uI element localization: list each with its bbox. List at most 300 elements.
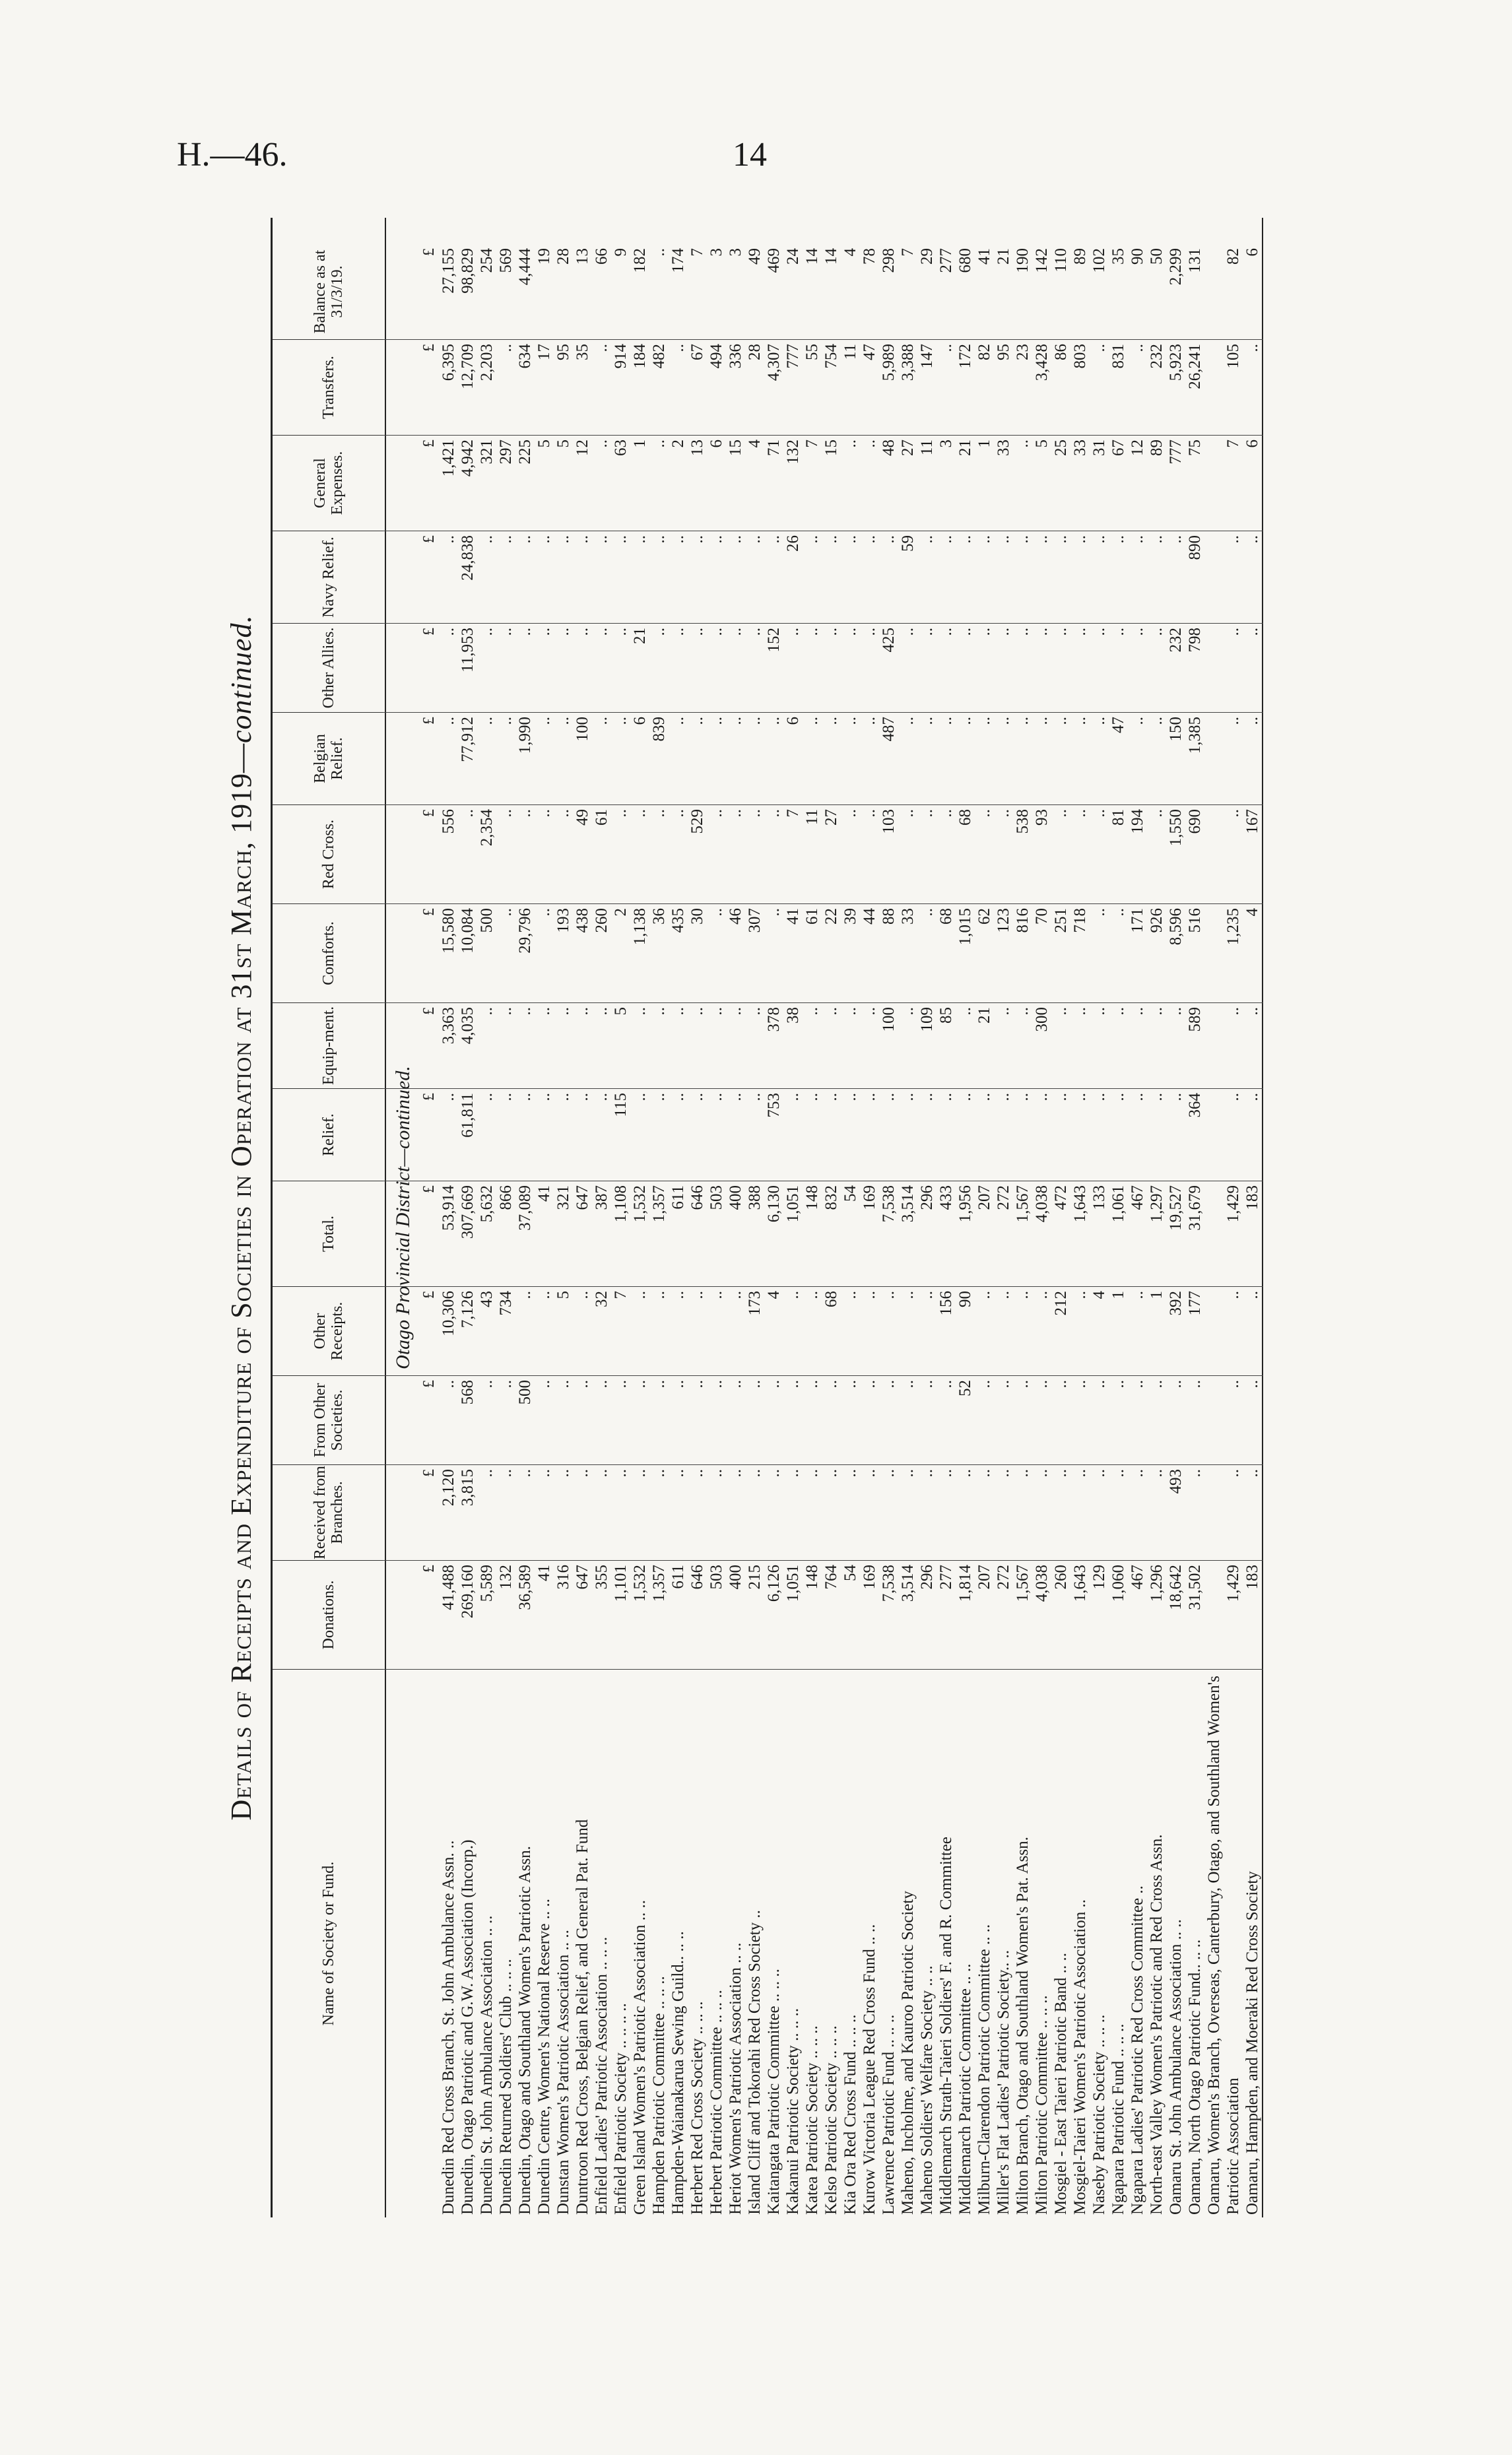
cell-general-expenses: 321 [478, 440, 496, 465]
cell-balance: 66 [593, 248, 610, 265]
cell-balance: 89 [1071, 248, 1089, 265]
header-red-cross: Red Cross. [273, 805, 385, 904]
cell-total: 388 [746, 1185, 764, 1210]
cell-balance: 82 [1224, 248, 1242, 265]
cell-belgian-relief: .. [1071, 717, 1089, 725]
cell-comforts: 718 [1071, 908, 1089, 933]
cell-from-branches: .. [956, 1469, 974, 1478]
table-row [630, 218, 649, 2217]
column-rule [383, 903, 1263, 904]
cell-red-cross: 7 [784, 809, 802, 818]
column-rule [383, 712, 1263, 713]
table-row [458, 218, 477, 2217]
cell-other-allies: .. [535, 628, 553, 636]
cell-comforts: 10,084 [459, 908, 477, 954]
table-row [1032, 218, 1051, 2217]
cell-navy-relief: .. [803, 535, 821, 544]
cell-red-cross: 61 [593, 809, 610, 826]
cell-balance: 680 [956, 248, 974, 273]
cell-balance: 14 [803, 248, 821, 265]
cell-relief: .. [1052, 1093, 1070, 1101]
cell-comforts: .. [918, 908, 936, 917]
cell-other-allies: .. [593, 628, 610, 636]
table-row [1166, 218, 1185, 2217]
cell-belgian-relief: 47 [1109, 717, 1127, 733]
cell-transfers: 232 [1148, 344, 1166, 369]
cell-balance: 90 [1129, 248, 1146, 265]
cell-red-cross: .. [918, 809, 936, 818]
cell-from-branches: .. [841, 1469, 859, 1478]
cell-equipment: 589 [1186, 1007, 1204, 1032]
cell-belgian-relief: .. [440, 717, 457, 725]
table-row [994, 218, 1013, 2217]
cell-from-branches: .. [612, 1469, 630, 1478]
society-name: Herbert Red Cross Society .. .. .. [688, 2001, 706, 2215]
cell-navy-relief: .. [1033, 535, 1051, 544]
cell-comforts: 61 [803, 908, 821, 925]
cell-other-allies: .. [1148, 628, 1166, 636]
cell-relief: .. [1224, 1093, 1242, 1101]
cell-other-receipts: 68 [822, 1291, 840, 1307]
cell-other-allies: .. [497, 628, 515, 636]
cell-comforts: 193 [554, 908, 572, 933]
society-name: Mosgiel - East Taieri Patriotic Band .. .. [1052, 1952, 1070, 2215]
cell-equipment: .. [995, 1007, 1012, 1016]
cell-general-expenses: 89 [1148, 440, 1166, 456]
cell-general-expenses: .. [650, 440, 668, 448]
cell-red-cross: .. [669, 809, 687, 818]
cell-donations: 4,038 [1033, 1565, 1051, 1602]
cell-equipment: .. [899, 1007, 917, 1016]
cell-from-other-societies: .. [784, 1380, 802, 1389]
cell-from-branches: .. [1186, 1469, 1204, 1478]
cell-equipment: .. [822, 1007, 840, 1016]
society-name: Oamaru, North Otago Patriotic Fund.. .. .. [1186, 1939, 1204, 2215]
cell-donations: 148 [803, 1565, 821, 1590]
table-row [477, 218, 496, 2217]
cell-navy-relief: .. [1052, 535, 1070, 544]
table-row [1243, 218, 1262, 2217]
cell-total: 6,130 [765, 1185, 783, 1223]
cell-red-cross: 2,354 [478, 809, 496, 847]
society-name: Lawrence Patriotic Fund .. .. .. [880, 2014, 898, 2215]
cell-from-other-societies: .. [1243, 1380, 1261, 1389]
cell-donations: 41 [535, 1565, 553, 1581]
society-name: Dunstan Women's Patriotic Association .. .. [554, 1930, 572, 2215]
table-row [1147, 218, 1166, 2217]
section-heading [386, 218, 420, 2217]
cell-navy-relief: 59 [899, 535, 917, 552]
cell-from-other-societies: .. [1148, 1380, 1166, 1389]
table-body [439, 218, 1262, 2217]
cell-navy-relief: .. [574, 535, 591, 544]
cell-equipment: .. [746, 1007, 764, 1016]
cell-from-other-societies: .. [1052, 1380, 1070, 1389]
cell-donations: 5,589 [478, 1565, 496, 1602]
cell-other-receipts: 734 [497, 1291, 515, 1316]
cell-comforts: .. [497, 908, 515, 917]
column-rule [383, 1375, 1263, 1376]
cell-red-cross: .. [1224, 809, 1242, 818]
cell-total: 7,538 [880, 1185, 898, 1223]
cell-equipment: .. [1167, 1007, 1185, 1016]
cell-from-branches: .. [593, 1469, 610, 1478]
cell-balance: 28 [554, 248, 572, 265]
cell-from-branches: .. [822, 1469, 840, 1478]
cell-other-receipts: 177 [1186, 1291, 1204, 1316]
cell-other-receipts: .. [861, 1291, 878, 1299]
cell-donations: 36,589 [516, 1565, 534, 1610]
cell-relief: .. [1129, 1093, 1146, 1101]
table-row [822, 218, 841, 2217]
cell-navy-relief: .. [861, 535, 878, 544]
cell-belgian-relief: .. [1090, 717, 1108, 725]
society-name: Milburn-Clarendon Patriotic Committee .. .. [975, 1924, 993, 2215]
cell-belgian-relief: 150 [1167, 717, 1185, 742]
cell-relief: .. [1014, 1093, 1032, 1101]
cell-total: 321 [554, 1185, 572, 1210]
cell-balance: 98,829 [459, 248, 477, 294]
society-name: Kelso Patriotic Society .. .. .. [822, 2025, 840, 2215]
cell-from-branches: .. [803, 1469, 821, 1478]
cell-other-allies: .. [1071, 628, 1089, 636]
cell-general-expenses: 27 [899, 440, 917, 456]
cell-other-allies: 232 [1167, 628, 1185, 653]
cell-belgian-relief: .. [1033, 717, 1051, 725]
cell-transfers: 5,989 [880, 344, 898, 381]
cell-belgian-relief: .. [995, 717, 1012, 725]
cell-navy-relief: .. [1129, 535, 1146, 544]
cell-from-other-societies: .. [995, 1380, 1012, 1389]
cell-navy-relief: .. [841, 535, 859, 544]
cell-from-other-societies: .. [822, 1380, 840, 1389]
cell-equipment: 100 [880, 1007, 898, 1032]
header-equipment: Equip-ment. [273, 1003, 385, 1089]
cell-donations: 1,101 [612, 1565, 630, 1602]
cell-from-branches: .. [1033, 1469, 1051, 1478]
cell-belgian-relief: .. [918, 717, 936, 725]
cell-belgian-relief: .. [746, 717, 764, 725]
cell-transfers: 26,241 [1186, 344, 1204, 389]
cell-from-branches: .. [574, 1469, 591, 1478]
cell-balance: 102 [1090, 248, 1108, 273]
cell-comforts: 39 [841, 908, 859, 925]
cell-total: 133 [1090, 1185, 1108, 1210]
column-rule [383, 1088, 1263, 1089]
cell-belgian-relief: .. [1129, 717, 1146, 725]
cell-transfers: 634 [516, 344, 534, 369]
header-donations: Donations. [273, 1561, 385, 1670]
cell-transfers: 914 [612, 344, 630, 369]
cell-balance: 131 [1186, 248, 1204, 273]
cell-other-allies: .. [918, 628, 936, 636]
society-name: Dunedin Red Cross Branch, St. John Ambulance Assn. .. [440, 1840, 457, 2215]
cell-balance: 469 [765, 248, 783, 273]
cell-belgian-relief: .. [707, 717, 725, 725]
cell-total: 31,679 [1186, 1185, 1204, 1231]
cell-relief: .. [822, 1093, 840, 1101]
cell-balance: 298 [880, 248, 898, 273]
cell-navy-relief: .. [497, 535, 515, 544]
society-name: Kakanui Patriotic Society .. .. .. [784, 2008, 802, 2215]
cell-other-allies: 798 [1186, 628, 1204, 653]
table-row [439, 218, 458, 2217]
cell-from-other-societies: .. [669, 1380, 687, 1389]
cell-belgian-relief: .. [727, 717, 744, 725]
table-row [975, 218, 994, 2217]
cell-total: 467 [1129, 1185, 1146, 1210]
cell-relief: .. [956, 1093, 974, 1101]
cell-red-cross: 93 [1033, 809, 1051, 826]
cell-total: 1,567 [1014, 1185, 1032, 1223]
cell-other-receipts: 7 [612, 1291, 630, 1299]
cell-transfers: 47 [861, 344, 878, 360]
cell-other-allies: .. [746, 628, 764, 636]
cell-red-cross: .. [707, 809, 725, 818]
cell-total: 307,669 [459, 1185, 477, 1239]
cell-relief: .. [574, 1093, 591, 1101]
cell-total: 169 [861, 1185, 878, 1210]
cell-equipment: .. [535, 1007, 553, 1016]
cell-belgian-relief: 487 [880, 717, 898, 742]
cell-comforts: 68 [937, 908, 955, 925]
cell-navy-relief: .. [1224, 535, 1242, 544]
cell-transfers: 28 [746, 344, 764, 360]
cell-navy-relief: 26 [784, 535, 802, 552]
cell-comforts: 70 [1033, 908, 1051, 925]
cell-from-branches: .. [880, 1469, 898, 1478]
society-name: Duntroon Red Cross, Belgian Relief, and General Pat. Fund [574, 1819, 591, 2215]
cell-belgian-relief: .. [497, 717, 515, 725]
society-name: Enfield Ladies' Patriotic Association .. .. .. [593, 1936, 610, 2215]
cell-red-cross: 27 [822, 809, 840, 826]
cell-total: 400 [727, 1185, 744, 1210]
cell-other-allies: .. [841, 628, 859, 636]
header-from-other-societies: From Other Societies. [273, 1376, 385, 1465]
cell-relief: .. [784, 1093, 802, 1101]
society-name: Enfield Patriotic Society .. .. .. .. [612, 2003, 630, 2215]
cell-total: 832 [822, 1185, 840, 1210]
table-row [535, 218, 554, 2217]
cell-red-cross: 538 [1014, 809, 1032, 834]
cell-relief: .. [1033, 1093, 1051, 1101]
cell-from-branches: .. [631, 1469, 649, 1478]
cell-equipment: .. [650, 1007, 668, 1016]
cell-equipment: .. [841, 1007, 859, 1016]
cell-from-other-societies: 500 [516, 1380, 534, 1405]
cell-transfers: 3,388 [899, 344, 917, 381]
cell-other-receipts: .. [1243, 1291, 1261, 1299]
cell-comforts: 4 [1243, 908, 1261, 917]
column-rule [383, 1560, 1263, 1561]
cell-belgian-relief: .. [612, 717, 630, 725]
cell-donations: 215 [746, 1565, 764, 1590]
cell-relief: .. [1071, 1093, 1089, 1101]
cell-relief: .. [554, 1093, 572, 1101]
cell-donations: 764 [822, 1565, 840, 1590]
cell-donations: 207 [975, 1565, 993, 1590]
cell-total: 646 [688, 1185, 706, 1210]
column-rule [383, 435, 1263, 436]
cell-other-receipts: .. [1014, 1291, 1032, 1299]
cell-transfers: 494 [707, 344, 725, 369]
cell-other-receipts: 5 [554, 1291, 572, 1299]
cell-relief: .. [746, 1093, 764, 1101]
society-name: Milton Patriotic Committee .. .. .. [1033, 1995, 1051, 2215]
cell-transfers: 105 [1224, 344, 1242, 369]
cell-other-receipts: 4 [1090, 1291, 1108, 1299]
cell-balance: 19 [535, 248, 553, 265]
cell-from-branches: .. [784, 1469, 802, 1478]
currency-symbol: £ [420, 717, 438, 725]
cell-transfers: 336 [727, 344, 744, 369]
cell-from-branches: .. [861, 1469, 878, 1478]
cell-donations: 54 [841, 1565, 859, 1581]
cell-from-branches: 3,815 [459, 1469, 477, 1507]
society-name: Heriot Women's Patriotic Association .. .. [727, 1942, 744, 2215]
society-name: Hampden Patriotic Committee .. .. .. [650, 1976, 668, 2215]
cell-other-receipts: .. [727, 1291, 744, 1299]
cell-equipment: 109 [918, 1007, 936, 1032]
cell-other-allies: .. [478, 628, 496, 636]
cell-balance: 7 [899, 248, 917, 257]
cell-comforts: 307 [746, 908, 764, 933]
cell-red-cross: .. [516, 809, 534, 818]
cell-comforts: 62 [975, 908, 993, 925]
cell-belgian-relief: .. [822, 717, 840, 725]
cell-from-branches: .. [535, 1469, 553, 1478]
cell-general-expenses: 13 [688, 440, 706, 456]
cell-from-other-societies: .. [1167, 1380, 1185, 1389]
currency-symbol: £ [420, 908, 438, 916]
cell-general-expenses: 48 [880, 440, 898, 456]
table-row [841, 218, 860, 2217]
cell-balance: 78 [861, 248, 878, 265]
cell-balance: 3 [707, 248, 725, 257]
cell-general-expenses: 5 [554, 440, 572, 448]
cell-other-receipts: .. [1129, 1291, 1146, 1299]
cell-from-other-societies: .. [746, 1380, 764, 1389]
cell-comforts: 438 [574, 908, 591, 933]
cell-navy-relief: .. [1071, 535, 1089, 544]
cell-other-receipts: .. [1224, 1291, 1242, 1299]
cell-donations: 467 [1129, 1565, 1146, 1590]
cell-total: 647 [574, 1185, 591, 1210]
cell-total: 503 [707, 1185, 725, 1210]
cell-equipment: .. [478, 1007, 496, 1016]
cell-total: 1,108 [612, 1185, 630, 1223]
cell-transfers: .. [1129, 344, 1146, 352]
cell-navy-relief: .. [1243, 535, 1261, 544]
cell-from-other-societies: .. [1033, 1380, 1051, 1389]
cell-from-other-societies: 568 [459, 1380, 477, 1405]
cell-red-cross: 11 [803, 809, 821, 826]
cell-other-allies: .. [612, 628, 630, 636]
cell-balance: 7 [688, 248, 706, 257]
cell-total: 1,532 [631, 1185, 649, 1223]
cell-navy-relief: .. [746, 535, 764, 544]
cell-total: 207 [975, 1185, 993, 1210]
cell-from-branches: 2,120 [440, 1469, 457, 1507]
table-title [224, 218, 258, 2217]
cell-equipment: .. [593, 1007, 610, 1016]
cell-relief: .. [593, 1093, 610, 1101]
cell-transfers: .. [1090, 344, 1108, 352]
cell-other-allies: .. [975, 628, 993, 636]
cell-general-expenses: 11 [918, 440, 936, 456]
cell-red-cross: .. [535, 809, 553, 818]
header-relief: Relief. [273, 1089, 385, 1181]
table-row [649, 218, 669, 2217]
cell-relief: .. [707, 1093, 725, 1101]
society-name: Katea Patriotic Society .. .. .. [803, 2025, 821, 2215]
cell-transfers: 184 [631, 344, 649, 369]
currency-row [420, 218, 439, 2217]
cell-balance: .. [650, 248, 668, 257]
cell-other-allies: .. [995, 628, 1012, 636]
cell-general-expenses: 4 [746, 440, 764, 448]
cell-belgian-relief: 1,385 [1186, 717, 1204, 754]
cell-navy-relief: .. [822, 535, 840, 544]
cell-from-branches: .. [746, 1469, 764, 1478]
cell-navy-relief: .. [937, 535, 955, 544]
cell-donations: 400 [727, 1565, 744, 1590]
cell-navy-relief: .. [516, 535, 534, 544]
header-name: Name of Society or Fund. [320, 1861, 337, 2026]
cell-belgian-relief: .. [861, 717, 878, 725]
cell-general-expenses: 297 [497, 440, 515, 465]
cell-other-allies: .. [956, 628, 974, 636]
cell-total: 19,527 [1167, 1185, 1185, 1231]
cell-donations: 169 [861, 1565, 878, 1590]
cell-belgian-relief: .. [1148, 717, 1166, 725]
cell-from-other-societies: .. [650, 1380, 668, 1389]
cell-from-other-societies: .. [918, 1380, 936, 1389]
cell-other-receipts: .. [899, 1291, 917, 1299]
cell-from-branches: .. [1148, 1469, 1166, 1478]
cell-donations: 18,642 [1167, 1565, 1185, 1610]
cell-equipment: .. [497, 1007, 515, 1016]
cell-belgian-relief: .. [688, 717, 706, 725]
cell-belgian-relief: .. [1224, 717, 1242, 725]
cell-donations: 355 [593, 1565, 610, 1590]
cell-other-receipts: .. [841, 1291, 859, 1299]
society-name: Middlemarch Patriotic Committee .. .. [956, 1963, 974, 2215]
cell-donations: 269,160 [459, 1565, 477, 1619]
table-row [860, 218, 879, 2217]
cell-balance: 142 [1033, 248, 1051, 273]
cell-red-cross: .. [995, 809, 1012, 818]
cell-red-cross: .. [650, 809, 668, 818]
cell-transfers: .. [1243, 344, 1261, 352]
cell-from-branches: .. [554, 1469, 572, 1478]
cell-donations: 260 [1052, 1565, 1070, 1590]
cell-donations: 1,643 [1071, 1565, 1089, 1602]
column-rule [383, 804, 1263, 805]
column-rule [383, 1669, 1263, 1670]
cell-general-expenses: 21 [956, 440, 974, 456]
cell-red-cross: 690 [1186, 809, 1204, 834]
report-reference: H.—46. [177, 136, 288, 174]
society-name: Green Island Women's Patriotic Association .. .. [631, 1900, 649, 2215]
cell-navy-relief: .. [727, 535, 744, 544]
currency-symbol: £ [420, 248, 438, 256]
cell-donations: 3,514 [899, 1565, 917, 1602]
cell-navy-relief: .. [612, 535, 630, 544]
society-name: Middlemarch Strath-Taieri Soldiers' F. and R. Committee [937, 1837, 955, 2215]
cell-balance: 13 [574, 248, 591, 265]
table-row [898, 218, 917, 2217]
